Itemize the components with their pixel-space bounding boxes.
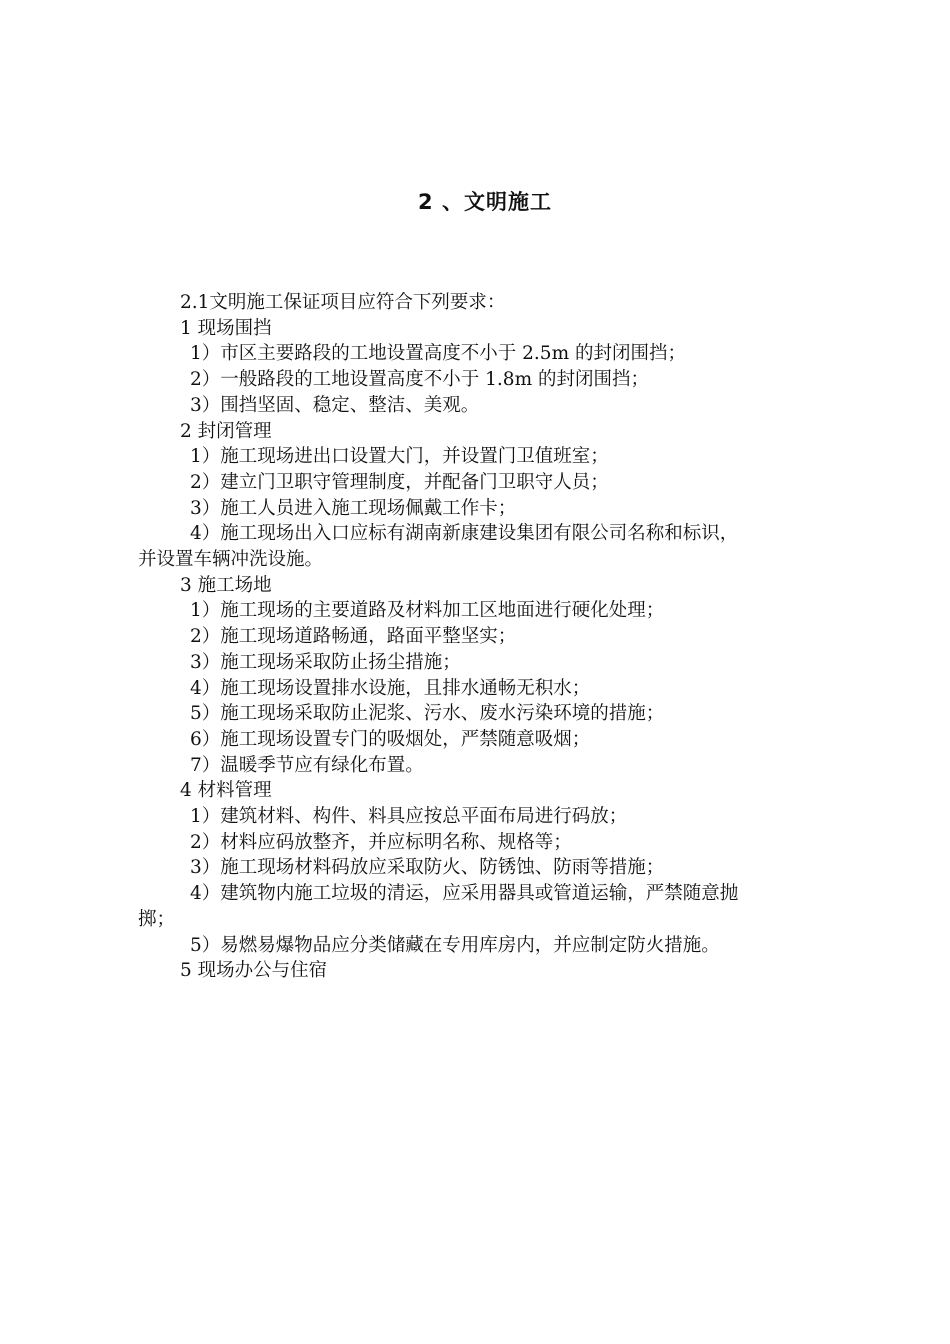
list-item: 1）市区主要路段的工地设置高度不小于 2.5m 的封闭围挡； (190, 343, 686, 365)
list-item: 4）施工现场设置排水设施，且排水通畅无积水； (190, 677, 591, 699)
section-title-3: 3 施工场地 (180, 574, 272, 596)
section-title-5: 5 现场办公与住宿 (180, 960, 328, 982)
list-item: 1）建筑材料、构件、料具应按总平面布局进行码放； (190, 806, 628, 828)
list-item: 7）温暖季节应有绿化布置。 (190, 754, 424, 776)
list-item: 2）材料应码放整齐，并应标明名称、规格等； (190, 831, 572, 853)
section-title-1: 1 现场围挡 (180, 317, 272, 339)
list-item: 3）施工人员进入施工现场佩戴工作卡； (190, 497, 517, 519)
page-title: 2 、文明施工 (418, 190, 552, 214)
list-item-continuation: 并设置车辆冲洗设施。 (138, 549, 324, 571)
intro-text: 2.1文明施工保证项目应符合下列要求： (180, 292, 506, 313)
list-item: 1）施工现场的主要道路及材料加工区地面进行硬化处理； (190, 600, 665, 622)
list-item: 5）施工现场采取防止泥浆、污水、废水污染环境的措施； (190, 703, 665, 725)
section-title-4: 4 材料管理 (180, 780, 272, 802)
list-item: 5）易燃易爆物品应分类储藏在专用库房内，并应制定防火措施。 (190, 934, 720, 956)
list-item: 2）一般路段的工地设置高度不小于 1.8m 的封闭围挡； (190, 369, 649, 391)
list-item: 2）施工现场道路畅通，路面平整坚实； (190, 626, 517, 648)
list-item: 3）施工现场采取防止扬尘措施； (190, 651, 461, 673)
list-item: 2）建立门卫职守管理制度，并配备门卫职守人员； (190, 471, 609, 493)
section-title-2: 2 封闭管理 (180, 420, 272, 442)
document-body (138, 290, 858, 984)
list-item: 4）施工现场出入口应标有湖南新康建设集团有限公司名称和标识， (190, 523, 739, 545)
list-item: 6）施工现场设置专门的吸烟处，严禁随意吸烟； (190, 728, 591, 750)
list-item: 1）施工现场进出口设置大门，并设置门卫值班室； (190, 446, 609, 468)
list-item-continuation: 掷； (138, 908, 176, 930)
list-item: 3）围挡坚固、稳定、整洁、美观。 (190, 394, 480, 416)
list-item: 3）施工现场材料码放应采取防火、防锈蚀、防雨等措施； (190, 857, 665, 879)
list-item: 4）建筑物内施工垃圾的清运，应采用器具或管道运输，严禁随意抛 (190, 883, 739, 905)
